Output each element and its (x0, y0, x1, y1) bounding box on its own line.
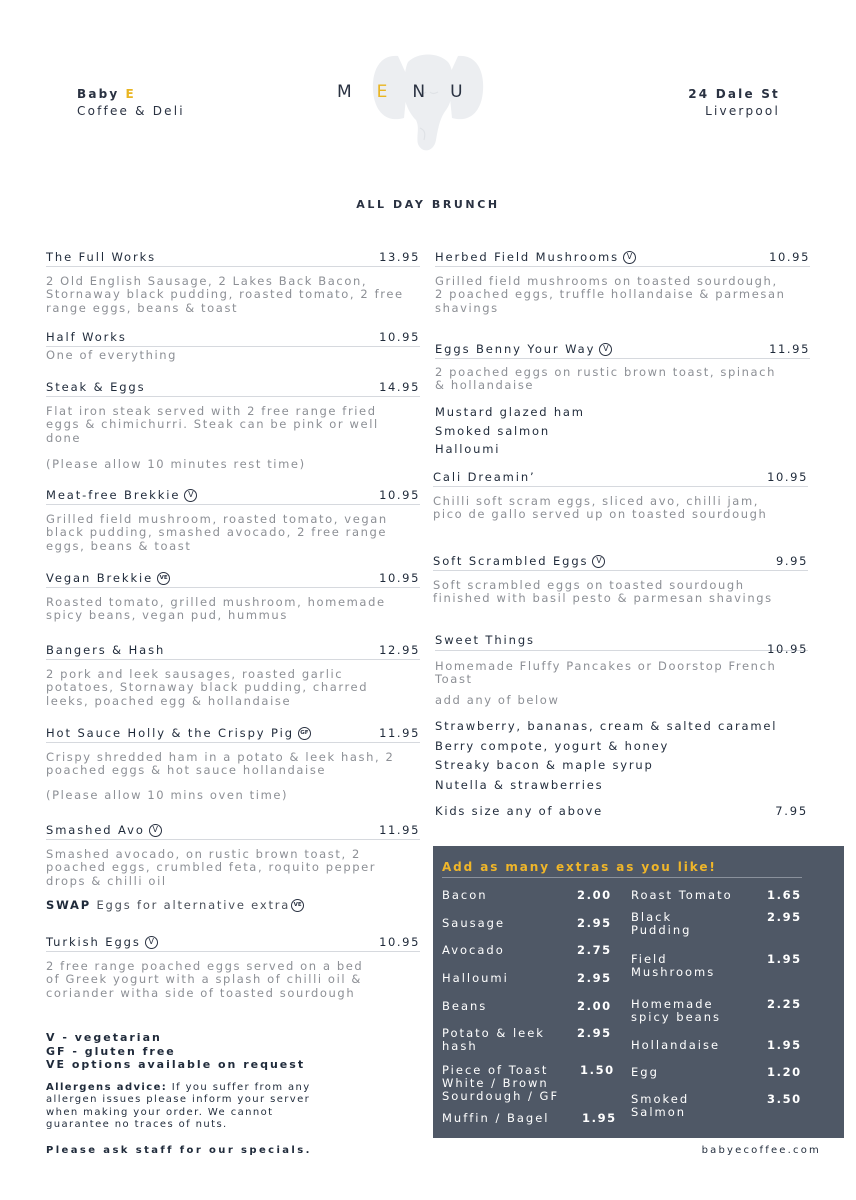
extra-price: 2.00 (577, 999, 612, 1013)
vegan-badge-icon: VE (291, 899, 304, 912)
add-any-note: add any of below (435, 693, 560, 707)
section-title: ALL DAY BRUNCH (356, 198, 500, 211)
menu-item-steak-eggs (46, 378, 420, 397)
item-name: Cali Dreamin’ (433, 470, 536, 484)
extra-name: Halloumi (442, 971, 509, 985)
extra-name: Beans (442, 999, 488, 1013)
item-price: 10.95 (379, 330, 420, 344)
extra-price: 1.95 (767, 1038, 802, 1052)
item-price: 10.95 (769, 250, 810, 264)
extra-price: 2.95 (767, 910, 802, 924)
item-description: Grilled field mushrooms on toasted sourdough, 2 poached eggs, truffle hollandaise & parmesan shavings (435, 274, 786, 315)
item-description: Roasted tomato, grilled mushroom, homemade spicy beans, vegan pud, hummus (46, 595, 386, 623)
vegetarian-badge-icon: V (623, 251, 636, 264)
item-name: Meat-free Brekkie V (46, 488, 197, 504)
vegetarian-badge-icon: V (184, 489, 197, 502)
extra-name: Muffin / Bagel (442, 1111, 550, 1125)
item-description: One of everything (46, 348, 178, 362)
item-price: 10.95 (379, 935, 420, 949)
item-name: Vegan Brekkie VE (46, 571, 170, 587)
item-name: Half Works (46, 330, 127, 344)
extra-name: Black Pudding (631, 910, 692, 937)
item-description: 2 Old English Sausage, 2 Lakes Back Bacon, Stornaway black pudding, roasted tomato, 2 free range eggs, beans & toast (46, 274, 404, 315)
sweet-options: Strawberry, bananas, cream & salted caramel Berry compote, yogurt & honey Streaky bacon & maple syrup Nutella & strawberries (435, 719, 778, 792)
menu-item-half-works (46, 328, 420, 347)
extra-price: 1.65 (767, 888, 802, 902)
menu-title (337, 82, 488, 102)
menu-letter-n: N (412, 82, 451, 102)
menu-letter-e: E (376, 82, 413, 102)
item-price: 12.95 (379, 643, 420, 657)
item-price: 11.95 (769, 342, 810, 356)
extra-name: Hollandaise (631, 1038, 721, 1052)
item-note: (Please allow 10 minutes rest time) (46, 457, 306, 471)
menu-item-vegan-brekkie (46, 569, 420, 588)
extra-price: 1.95 (582, 1111, 617, 1125)
gluten-free-badge-icon: GF (298, 727, 311, 740)
item-note: (Please allow 10 mins oven time) (46, 788, 289, 802)
item-description: Grilled field mushroom, roasted tomato, vegan black pudding, smashed avocado, 2 free range eggs, beans & toast (46, 512, 388, 553)
extra-name: Avocado (442, 943, 505, 957)
item-description: Chilli soft scram eggs, sliced avo, chilli jam, pico de gallo served up on toasted sourdough (433, 494, 768, 522)
menu-item-herbed-mushrooms (435, 248, 810, 267)
item-description: Crispy shredded ham in a potato & leek hash, 2 poached eggs & hot sauce hollandaise (46, 750, 395, 778)
item-price: 10.95 (767, 470, 808, 484)
item-name: Herbed Field Mushrooms V (435, 250, 636, 266)
extra-price: 1.50 (580, 1063, 615, 1077)
menu-item-eggs-benny (435, 340, 810, 359)
menu-item-hot-sauce-holly (46, 724, 420, 743)
vegetarian-badge-icon: V (599, 343, 612, 356)
extra-price: 2.95 (577, 971, 612, 985)
item-name: Soft Scrambled Eggs V (433, 554, 605, 570)
menu-item-full-works (46, 248, 420, 267)
extra-price: 1.20 (767, 1065, 802, 1079)
menu-item-smashed-avo (46, 821, 420, 840)
extra-price: 2.75 (577, 943, 612, 957)
extra-price: 3.50 (767, 1092, 802, 1106)
item-price: 14.95 (379, 380, 420, 394)
extra-name: Piece of Toast White / Brown Sourdough / GF (442, 1063, 560, 1103)
extra-name: Smoked Salmon (631, 1092, 690, 1119)
menu-item-meat-free-brekkie (46, 486, 420, 505)
item-price: 10.95 (767, 642, 808, 656)
brand-accent-letter: E (125, 87, 136, 101)
item-description: Homemade Fluffy Pancakes or Doorstop French Toast (435, 659, 777, 687)
vegetarian-badge-icon: V (145, 936, 158, 949)
extra-price: 2.95 (577, 1026, 612, 1040)
item-name: Sweet Things (435, 633, 535, 647)
website-link[interactable]: babyecoffee.com (701, 1145, 821, 1156)
benny-options: Mustard glazed ham Smoked salmon Halloumi (435, 405, 585, 456)
item-description: 2 poached eggs on rustic brown toast, spinach & hollandaise (435, 365, 776, 393)
item-price: 13.95 (379, 250, 420, 264)
item-name: The Full Works (46, 250, 157, 264)
menu-item-cali-dreamin (433, 468, 808, 487)
extras-divider (442, 877, 802, 878)
extra-price: 1.95 (767, 952, 802, 966)
extra-price: 2.95 (577, 916, 612, 930)
item-name: Hot Sauce Holly & the Crispy Pig GF (46, 726, 311, 742)
address-city: Liverpool (705, 104, 780, 118)
extra-name: Homemade spicy beans (631, 997, 721, 1024)
kids-size-row: Kids size any of above 7.95 (435, 804, 808, 818)
item-name: Steak & Eggs (46, 380, 146, 394)
address-block (688, 86, 780, 120)
brand-name: Baby (77, 87, 120, 101)
extra-name: Roast Tomato (631, 888, 733, 902)
extra-name: Potato & leek hash (442, 1026, 545, 1053)
vegan-badge-icon: VE (157, 572, 170, 585)
extra-name: Field Mushrooms (631, 952, 716, 979)
item-description: Smashed avocado, on rustic brown toast, 2 poached eggs, crumbled feta, roquito pepper drops & chilli oil (46, 847, 377, 888)
dietary-legend: V - vegetarian GF - gluten free VE options available on request (46, 1031, 306, 1071)
allergen-advice: Allergens advice: If you suffer from any allergen issues please inform your server when making your order. We cannot guarantee no traces of nuts. (46, 1082, 311, 1130)
extra-price: 2.25 (767, 997, 802, 1011)
item-name: Eggs Benny Your Way V (435, 342, 612, 358)
item-price: 10.95 (379, 488, 420, 502)
item-name: Smashed Avo V (46, 823, 162, 839)
item-description: 2 free range poached eggs served on a bed of Greek yogurt with a splash of chilli oil & coriander witha side of toasted sourdough (46, 959, 364, 1000)
elephant-logo (368, 48, 488, 158)
specials-note: Please ask staff for our specials. (46, 1145, 312, 1156)
extra-price: 2.00 (577, 888, 612, 902)
menu-item-sweet-things (435, 633, 808, 656)
extras-title: Add as many extras as you like! (442, 860, 717, 874)
item-price: 11.95 (379, 823, 420, 837)
menu-item-bangers-hash (46, 641, 420, 660)
vegetarian-badge-icon: V (149, 824, 162, 837)
item-description: Soft scrambled eggs on toasted sourdough finished with basil pesto & parmesan shavings (433, 578, 773, 606)
swap-note: SWAP Eggs for alternative extra VE (46, 898, 304, 912)
brand-subtitle: Coffee & Deli (77, 104, 185, 118)
extras-panel (433, 846, 844, 1138)
extra-name: Sausage (442, 916, 506, 930)
item-name: Turkish Eggs V (46, 935, 158, 951)
item-description: 2 pork and leek sausages, roasted garlic potatoes, Stornaway black pudding, charred leeks, poached egg & hollandaise (46, 667, 369, 708)
item-price: 11.95 (379, 726, 420, 740)
vegetarian-badge-icon: V (592, 555, 605, 568)
item-description: Flat iron steak served with 2 free range fried eggs & chimichurri. Steak can be pink or well done (46, 404, 379, 445)
extra-name: Bacon (442, 888, 488, 902)
brand-block (77, 86, 185, 120)
item-price: 10.95 (379, 571, 420, 585)
extra-name: Egg (631, 1065, 659, 1079)
item-price: 9.95 (775, 554, 808, 568)
address-street: 24 Dale St (688, 87, 780, 101)
menu-letter-m: M (337, 82, 377, 102)
menu-item-soft-scrambled-eggs (433, 552, 808, 571)
item-name: Bangers & Hash (46, 643, 166, 657)
menu-item-turkish-eggs (46, 933, 420, 952)
menu-letter-u: U (450, 82, 488, 102)
